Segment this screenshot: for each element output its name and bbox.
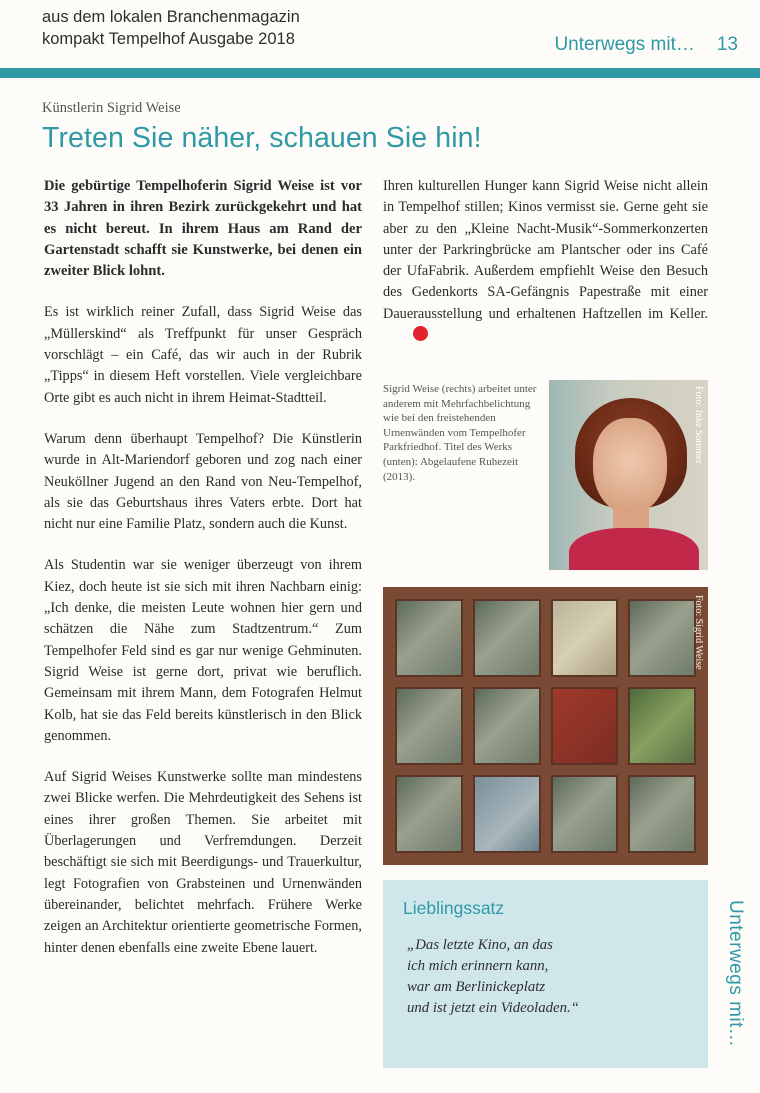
source-line-1: aus dem lokalen Branchenmagazin [42,8,300,26]
side-tab-label: Unterwegs mit… [725,900,746,1048]
paragraph-2: Warum denn überhaupt Tempelhof? Die Künstlerin wurde in Alt-Mariendorf geboren und zog nach einer Neuköllner Jugend an den Rand von Neu-Tempelhof, als sie das Geburtshaus ihres Vaters erbte. Dort hat nicht nur eine Familie Platz, sondern auch die Kunst. [44,430,362,533]
article-column-1 [44,176,362,979]
quote-line-1: „Das letzte Kino, an das [407,937,553,953]
page-number: 13 [716,34,738,55]
artwork-photo-credit: Foto: Sigrid Weise [693,595,704,670]
quote-line-2: ich mich erinnern kann, [407,958,549,974]
article-lead: Die gebürtige Tempelhoferin Sigrid Weise ist vor 33 Jahren in ihren Bezirk zurückgekehrt und hat es nicht bereut. In ihrem Haus am Rand der Gartenstadt schafft sie Kunstwerke, bei denen ein zweiter Blick lohnt. [44,178,362,280]
quote-box-title: Lieblingssatz [403,898,505,918]
paragraph-4: Auf Sigrid Weises Kunstwerke sollte man mindestens zwei Blicke werfen. Die Mehrdeutigkeit des Sehens ist eines ihrer großen Themen. Sie arbeitet mit Überlagerungen und Verfremdungen. Derzeit beschäftigt sie sich mit Beerdigungs- und Trauerkultur, legt Fotografien von Grabsteinen und Urnenwänden übereinander, belichtet mehrfach. Frühere Werke zeigen an Architektur orientierte geometrische Formen, hinter denen ebenfalls eine zweite Ebene lauert. [44,769,362,956]
article-headline: Treten Sie näher, schauen Sie hin! [42,122,482,154]
running-header [554,34,738,56]
header-rule [0,68,760,78]
magazine-source [42,6,300,50]
article-kicker: Künstlerin Sigrid Weise [42,100,181,116]
quote-box [383,880,708,1068]
portrait-photo-credit: Foto: Inke Sommer [693,386,704,464]
end-mark-icon [413,326,428,341]
artwork-photo [383,587,708,865]
article-column-2 [383,176,708,346]
portrait-photo [549,380,708,570]
paragraph-1: Es ist wirklich reiner Zufall, dass Sigrid Weise das „Müllerskind“ als Treffpunkt für unser Gespräch vorschlägt – ein Café, das wir auch in der Rubrik „Tipps“ in diesem Heft vorstellen. Viele vergleichbare Orte gibt es auch nicht in ihrem Heimat-Stadtteil. [44,304,362,406]
section-title: Unterwegs mit… [554,34,695,55]
paragraph-3: Als Studentin war sie weniger überzeugt von ihrem Kiez, doch heute ist sie sich mit ihren Nachbarn einig: „Ich denke, die meisten Leute wohnen hier gern und schätzen die Nähe zum Stadtzentrum.“ Zum Tempelhofer Feld sind es gar nur wenige Gehminuten. Sigrid Weise ist gerne dort, privat wie beruflich. Gemeinsam mit ihrem Mann, dem Fotografen Helmut Kolb, hat sie das Feld bereits künstlerisch in den Blick genommen. [44,557,362,744]
source-line-2: kompakt Tempelhof Ausgabe 2018 [42,30,295,48]
photo-caption: Sigrid Weise (rechts) arbeitet unter anderem mit Mehrfachbelichtung wie bei den freistehenden Urnenwänden vom Tempelhofer Parkfriedhof. Titel des Werks (unten): Abgelaufene Ruhezeit (2013). [383,383,537,483]
column-2-text: Ihren kulturellen Hunger kann Sigrid Weise nicht allein in Tempelhof stillen; Kinos vermisst sie. Gerne geht sie aber zu den „Kleine Nacht-Musik“-Sommerkonzerten unter der Parkringbrücke am Plantscher oder ins Café der UfaFabrik. Außerdem empfiehlt Weise den Besuch des Gedenkorts SA-Gefängnis Papestraße mit einer Dauerausstellung und erhaltenen Haftzellen im Keller. [383,178,708,322]
quote-line-4: und ist jetzt ein Videoladen.“ [407,1000,579,1016]
quote-line-3: war am Berlinickeplatz [407,979,546,995]
